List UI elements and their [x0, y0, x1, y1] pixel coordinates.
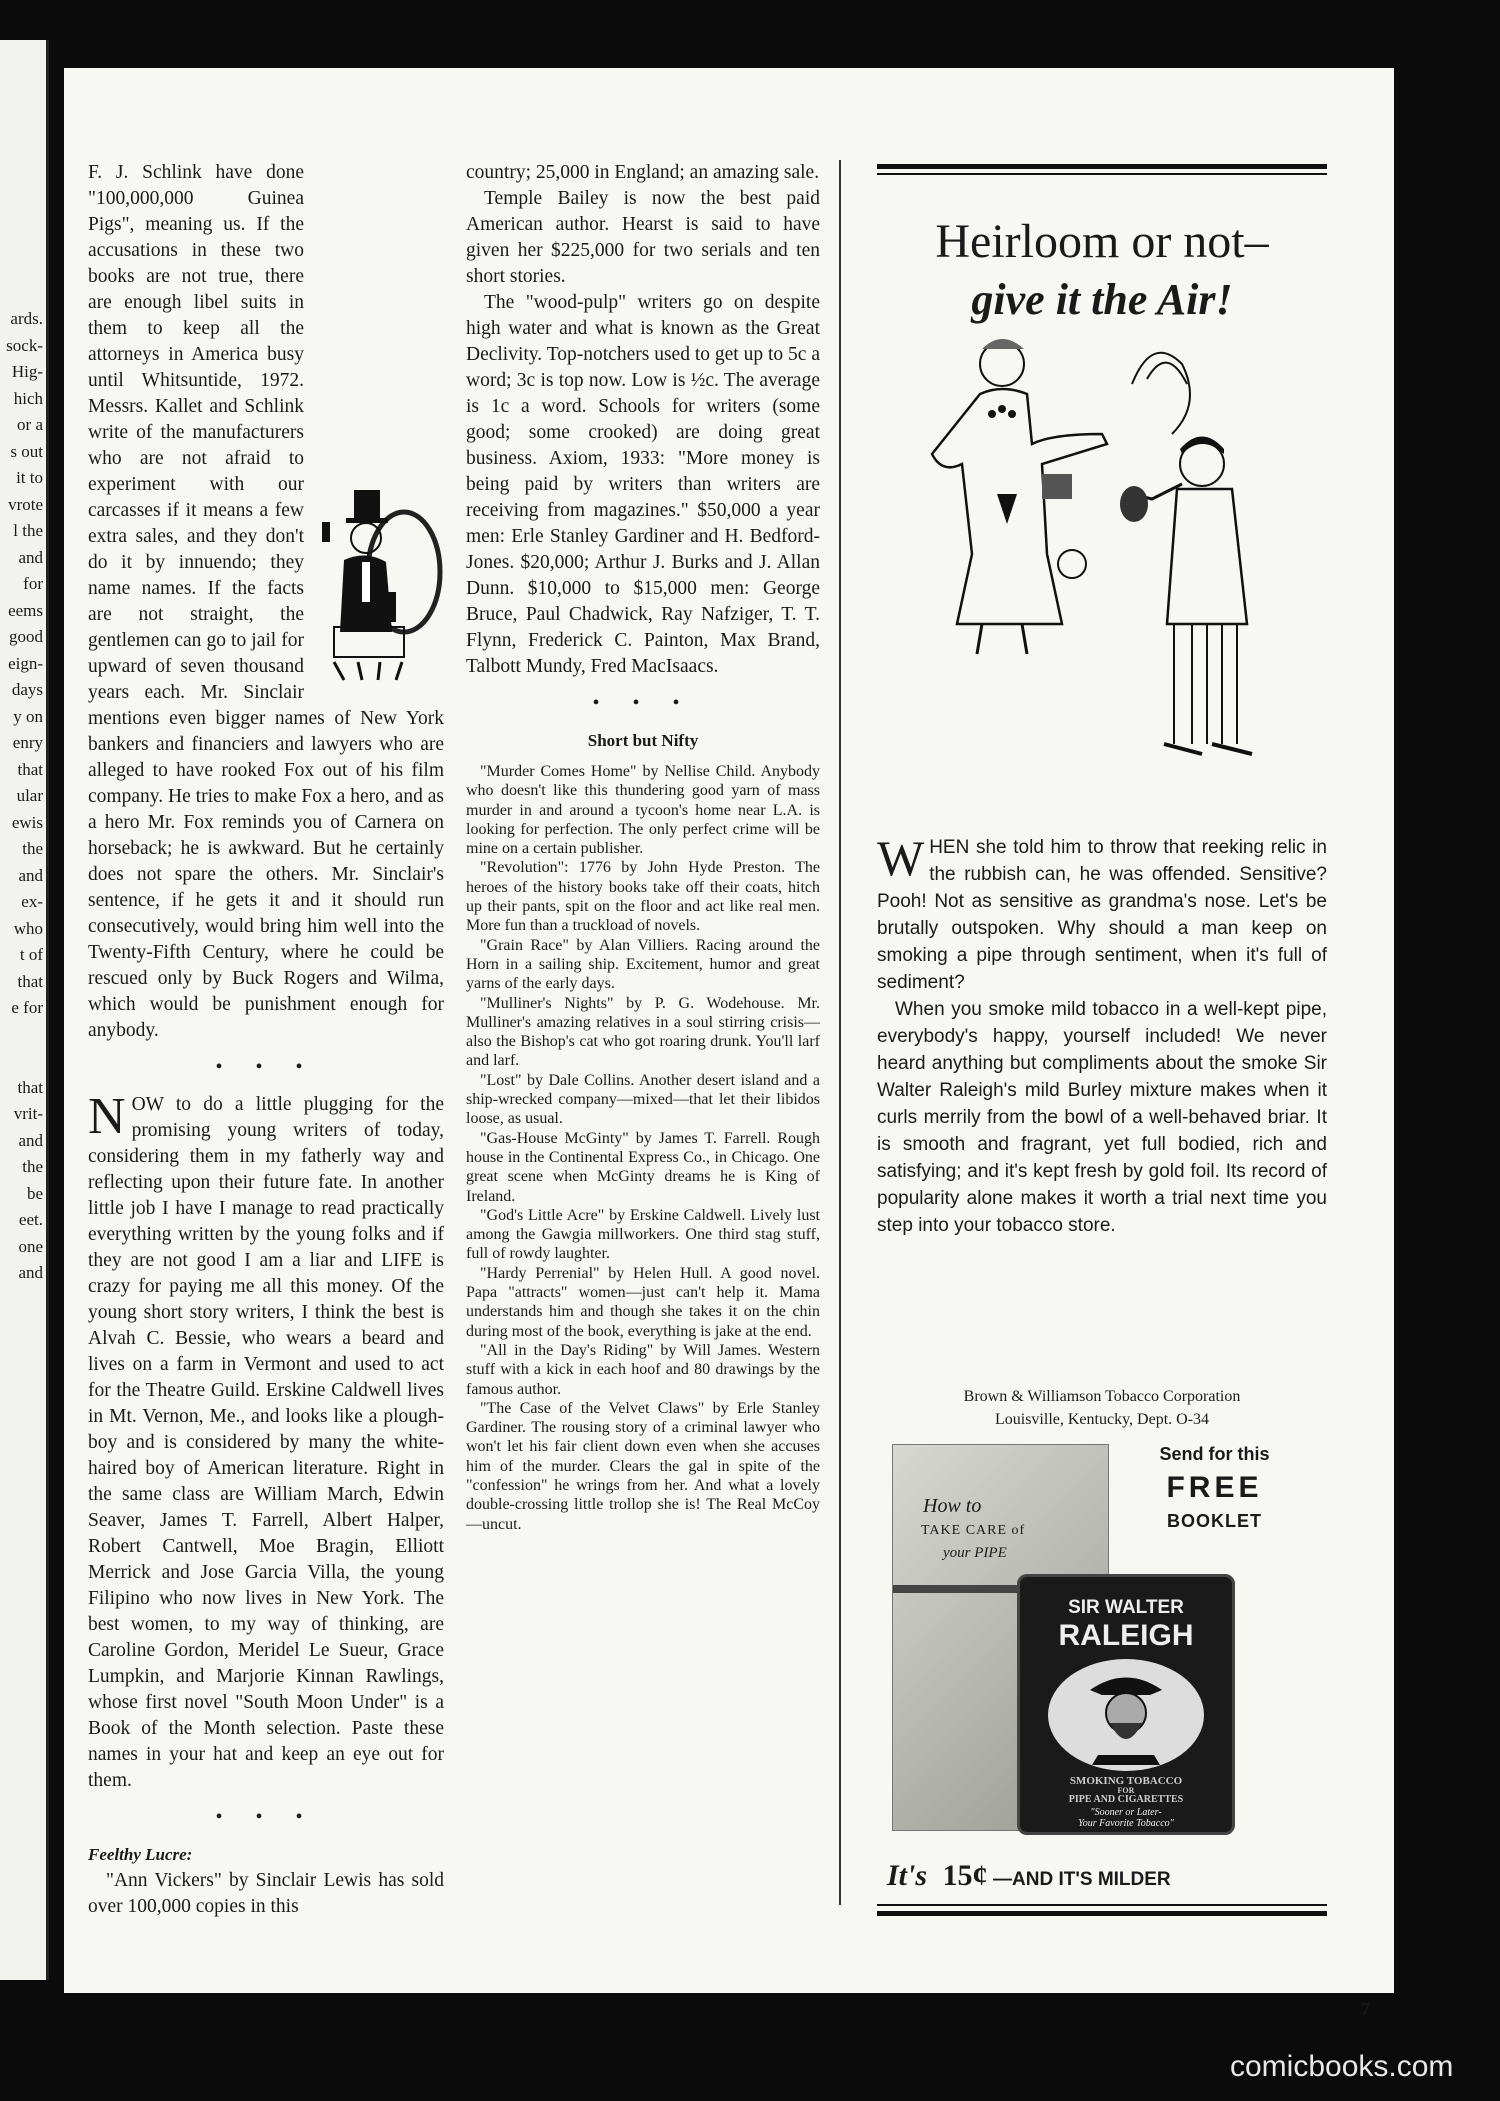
margin-fragment: for — [23, 574, 43, 593]
sir-walter-raleigh-ad — [877, 164, 1327, 1924]
margin-fragment: y on — [13, 706, 43, 726]
col2-paragraph-2: Temple Bailey is now the best paid American author. Hearst is said to have given her $225,000 for two serials and ten short stories. — [466, 188, 820, 287]
margin-fragment: good — [9, 627, 43, 646]
margin-fragment: or a — [17, 415, 43, 434]
margin-fragment: hich — [13, 388, 43, 408]
top-hat-man-illustration — [314, 482, 444, 682]
margin-fragment: one — [18, 1236, 43, 1256]
review-item: "Grain Race" by Alan Villiers. Racing around the Horn in a sailing ship. Excitement, humor and great yarns of the early days. — [466, 936, 820, 993]
column-1 — [88, 160, 444, 1920]
margin-fragment: and — [18, 1263, 43, 1282]
ad-headline-1: Heirloom or not– — [935, 215, 1269, 268]
margin-fragment: ular — [16, 786, 43, 805]
ad-bottom-rule — [877, 1911, 1327, 1916]
margin-fragment: that — [17, 1077, 43, 1097]
margin-fragment: eign- — [8, 653, 43, 673]
section-separator: • • • — [592, 692, 694, 714]
margin-fragment: enry — [12, 733, 43, 752]
review-item: "Gas-House McGinty" by James T. Farrell. Rough house in the Continental Express Co., in Chicago. One great scene when McGinty dreams he is King of Ireland. — [466, 1129, 820, 1205]
margin-fragment: ex- — [21, 892, 43, 911]
margin-fragment: vrit- — [13, 1104, 43, 1123]
adjacent-page-strip — [0, 40, 49, 1980]
booklet-image: How to TAKE CARE of your PIPE — [892, 1444, 1109, 1831]
section-separator: • • • — [215, 1056, 317, 1078]
margin-fragment: and — [18, 865, 43, 885]
margin-fragment: that — [17, 971, 43, 991]
margin-fragment: days — [11, 680, 43, 699]
ad-body-copy: WHEN she told him to throw that reeking relic in the rubbish can, he was offended. Sensitive? Pooh! Not as sensitive as grandma's nose. Let's be brutally outspoken. Why should a man keep on smoking a pipe through sentiment, when it's full of sediment? When you smoke mild tobacco in a well-kept pipe, everybody's happy, yourself included! We never heard anything but compliments about the smoke Sir Walter Raleigh's mild Burley mixture makes when it curls merrily from the bowl of a well-behaved briar. It is smooth and fragrant, yet full bodied, rich and satisfying; and it's kept fresh by gold foil. Its record of popularity alone makes it worth a trial next time you step into your tobacco store. — [877, 830, 1327, 1236]
ad-headline-2: give it the Air! — [971, 275, 1233, 324]
magazine-page — [64, 68, 1394, 2019]
review-item: "Revolution": 1776 by John Hyde Preston. The heroes of the history books take off their coats, hitch up their pants, spit on the floor and act like real men. More fun than a truckload of novels. — [466, 859, 820, 935]
margin-fragment: it to — [16, 468, 43, 487]
drop-cap: N — [88, 1088, 126, 1145]
margin-fragment: eet. — [18, 1210, 43, 1229]
margin-fragment: e for — [11, 998, 43, 1017]
review-list — [466, 762, 820, 1534]
margin-fragment: l the — [13, 521, 43, 540]
review-item: "Hardy Perrenial" by Helen Hull. A good novel. Papa "attracts" women—just can't help it. Mama understands him and though she takes it on the chin during most of the book, everything is jake at the end. — [466, 1264, 820, 1340]
ad-top-rule-thin — [877, 173, 1327, 175]
ad-top-rule — [877, 164, 1327, 169]
col1-paragraph-3: "Ann Vickers" by Sinclair Lewis has sold over 100,000 copies in this — [88, 1870, 444, 1917]
ad-booklet-and-tin — [892, 1444, 1307, 1829]
margin-fragment: and — [18, 547, 43, 567]
review-item: "Murder Comes Home" by Nellise Child. Anybody who doesn't like this thundering good yarn of mass murder in and around a tycoon's home near L.A. is looking for perfection. The only perfect crime will be mine on a certain publisher. — [466, 763, 820, 858]
margin-fragment: sock- — [6, 335, 43, 355]
margin-fragment: the — [22, 1157, 43, 1176]
woman-and-man-pipe-illustration — [902, 324, 1302, 774]
review-item: "Lost" by Dale Collins. Another desert island and a ship-wrecked company—mixed—that let their libidos loose, as usual. — [466, 1071, 820, 1128]
review-item: "God's Little Acre" by Erskine Caldwell. Lively lust among the Gawgia millworkers. One third stag stuff, full of rowdy laughter. — [466, 1206, 820, 1263]
margin-fragment: the — [22, 839, 43, 858]
watermark: comicbooks.com — [1230, 2050, 1454, 2083]
review-item: "The Case of the Velvet Claws" by Erle Stanley Gardiner. The rousing story of a criminal lawyer who won't let his fair client down even when she accuses him of the murder. Clears the gal in spite of the "confession" he wrings from her. And what a lovely double-crossing little trollop she is! The Real McCoy—uncut. — [466, 1399, 820, 1533]
margin-fragment: ewis — [11, 812, 43, 832]
section-separator: • • • — [215, 1806, 317, 1828]
margin-fragment: s out — [10, 441, 43, 461]
ad-bottom-rule-thin — [877, 1904, 1327, 1906]
ad-price-line: It's 15¢ —AND IT'S MILDER — [887, 1859, 1171, 1892]
raleigh-tobacco-tin: SIR WALTER RALEIGH SMOKING TOBACCO FOR PIPE AND CIGARETTES "Sooner or Later- Your Favorite Tobacco" — [1017, 1574, 1235, 1835]
ad-company-address: Brown & Williamson Tobacco Corporation Louisville, Kentucky, Dept. O-34 — [963, 1388, 1241, 1428]
margin-fragment: vrote — [8, 494, 43, 514]
column-rule — [839, 160, 841, 1905]
margin-fragment: who — [13, 918, 43, 938]
margin-fragment: Hig- — [11, 362, 43, 381]
margin-fragment: that — [17, 759, 43, 779]
review-item: "Mulliner's Nights" by P. G. Wodehouse. Mr. Mulliner's amazing relatives in a soul stirring crisis—also the Bishop's cat who got roaring drunk. You'll larf and larf. — [466, 994, 820, 1070]
margin-fragment: eems — [8, 600, 43, 620]
col2-paragraph-1: country; 25,000 in England; an amazing sale. — [466, 162, 820, 183]
send-for-free-booklet: Send for this FREE BOOKLET — [1159, 1444, 1270, 1531]
page-number: 7 — [1361, 1999, 1370, 2019]
margin-fragment: t of — [19, 945, 43, 964]
margin-fragment: ards. — [10, 309, 43, 328]
subhead-feelthy-lucre: Feelthy Lucre: — [88, 1845, 193, 1864]
sir-walter-portrait — [1080, 1665, 1172, 1765]
margin-fragment: be — [26, 1183, 43, 1203]
ad-drop-cap: W — [877, 830, 925, 886]
col1-paragraph-2: NOW to do a little plugging for the promising young writers of today, considering them in my fatherly way and reflecting upon their future fate. In another little job I have I manage to read practically everything written by the young folks and if they are not good I am a liar and LIFE is crazy for paying me all this money. Of the young short story writers, I think the best is Alvah C. Bessie, who wears a beard and lives on a farm in Vermont and used to act for the Theatre Guild. Erskine Caldwell lives in Mt. Vernon, Me., and looks like a plough-boy and is considered by many the white-haired boy of American literature. Right in the same class are William March, Edwin Seaver, James T. Farrell, Albert Halper, Robert Cantwell, Moe Bragin, Elliott Merrick and Jose Garcia Villa, the young Filipino who now lives in New York. The best women, to my way of thinking, are Caroline Gordon, Meridel Le Sueur, Grace Lumpkin, and Marjorie Kinnan Rawlings, whose first novel "South Moon Under" is a Book of the Month selection. Paste these names in your hat and keep an eye out for them. — [88, 1088, 444, 1791]
margin-fragment: and — [18, 1130, 43, 1150]
review-item: "All in the Day's Riding" by Will James. Western stuff with a kick in each hoof and 80 drawings by the famous author. — [466, 1341, 820, 1398]
col1-paragraph-1: F. J. Schlink have done "100,000,000 Guinea Pigs", meaning us. If the accusations in these two books are not true, there are enough libel suits in them to keep all the attorneys in America busy until Whitsuntide, 1972. Messrs. Kallet and Schlink write of the manufacturers who are not afraid to experiment with our carcasses if it means a few extra sales, and they don't do it by innuendo; they name names. If the facts are not straight, the gentlemen can go to jail for upward of seven thousand years each. Mr. Sinclair mentions even bigger names of New York bankers and financiers and lawyers who are alleged to have rooked Fox out of his film company. He tries to make Fox a hero, and as a hero Mr. Fox reminds you of Carnera on horseback; he is awkward. But he certainly does not spare the others. Mr. Sinclair's sentence, if he gets it and it should run consecutively, would bring him well into the Twenty-Fifth Century, where he could be rescued only by Buck Rogers and Wilma, which would be punishment enough for anybody. — [88, 162, 444, 1041]
subhead-short-but-nifty: Short but Nifty — [587, 731, 699, 750]
col2-paragraph-3: The "wood-pulp" writers go on despite high water and what is known as the Great Declivity. Top-notchers used to get up to 5c a word; 3c is top now. Low is ½c. The average is 1c a word. Schools for writers (some good; some crooked) are doing great business. Axiom, 1933: "More money is being paid by writers than writers are receiving from magazines." $50,000 a year men: Erle Stanley Gardiner and H. Bedford-Jones. $20,000; Arthur J. Burks and J. Allan Dunn. $10,000 to $15,000 men: George Bruce, Paul Chadwick, Ray Nafziger, T. T. Flynn, Frederick C. Painton, Max Brand, Talbott Mundy, Fred MacIsaacs. — [466, 292, 820, 677]
